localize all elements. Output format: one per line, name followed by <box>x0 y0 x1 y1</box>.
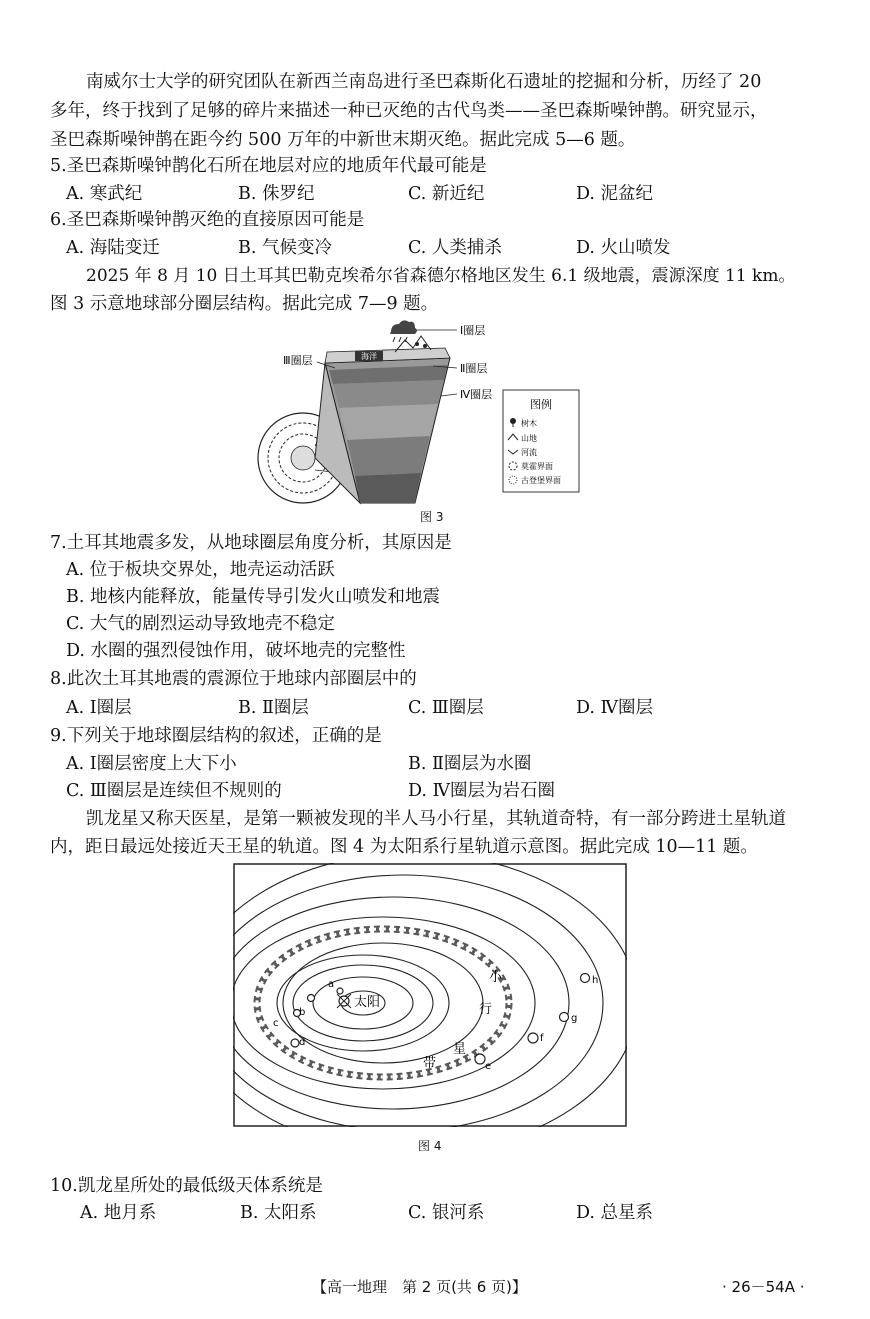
intro3-line2: 内，距日最远处接近天王星的轨道。图 4 为太阳系行星轨道示意图。据此完成 10—11 题。 <box>50 837 758 857</box>
planet-b-label: b <box>299 1007 306 1018</box>
q7-option-b: B. 地核内能释放，能量传导引发火山喷发和地震 <box>66 587 440 607</box>
q8-option-d: D. Ⅳ圈层 <box>576 698 654 718</box>
q8-option-b: B. Ⅱ圈层 <box>238 698 309 718</box>
sun-label: 太阳 <box>354 995 381 1010</box>
q9-option-d: D. Ⅳ圈层为岩石圈 <box>408 781 556 801</box>
q10-option-c: C. 银河系 <box>408 1203 485 1223</box>
legend-item-gutenberg: 古登堡界面 <box>521 476 561 485</box>
q5-stem: 5.圣巴森斯噪钟鹊化石所在地层对应的地质年代最可能是 <box>50 156 487 176</box>
planet-g <box>560 1013 569 1022</box>
intro1-line3: 圣巴森斯噪钟鹊在距今约 500 万年的中新世末期灭绝。据此完成 5—6 题。 <box>50 130 636 150</box>
figure-3-caption: 图 3 <box>420 510 444 524</box>
q5-option-d: D. 泥盆纪 <box>576 184 654 204</box>
q8-option-c: C. Ⅲ圈层 <box>408 698 484 718</box>
wedge-block <box>315 336 450 503</box>
q9-stem: 9.下列关于地球圈层结构的叙述，正确的是 <box>50 726 382 746</box>
belt-label-4: 带 <box>423 1056 437 1071</box>
ocean-label: 海洋 <box>361 352 377 361</box>
legend-item-moho: 莫霍界面 <box>521 462 553 471</box>
q6-option-c: C. 人类捕杀 <box>408 238 502 258</box>
q7-option-d: D. 水圈的强烈侵蚀作用，破坏地壳的完整性 <box>66 641 406 661</box>
q5-option-c: C. 新近纪 <box>408 184 485 204</box>
planet-e-label: e <box>485 1061 492 1072</box>
planet-b <box>308 995 315 1002</box>
planet-e <box>475 1054 485 1064</box>
legend-title: 图例 <box>530 398 552 411</box>
q8-option-a: A. Ⅰ圈层 <box>66 698 132 718</box>
planet-f-label: f <box>540 1033 544 1044</box>
intro3-line1: 凯龙星又称天医星，是第一颗被发现的半人马小行星，其轨道奇特，有一部分跨进土星轨道 <box>86 809 786 829</box>
q9-option-b: B. Ⅱ圈层为水圈 <box>408 754 532 774</box>
legend-item-mountain: 山地 <box>521 434 537 443</box>
figure-4-solar-orbits <box>233 863 627 1127</box>
legend-item-tree: 树木 <box>521 419 537 428</box>
q6-option-a: A. 海陆变迁 <box>66 238 160 258</box>
layer-3-label: Ⅲ圈层 <box>283 354 313 367</box>
intro2-line1: 2025 年 8 月 10 日土耳其巴勒克埃希尔省森德尔格地区发生 6.1 级地震，震源深度 11 km。 <box>86 266 796 286</box>
intro2-line2: 图 3 示意地球部分圈层结构。据此完成 7—9 题。 <box>50 294 439 314</box>
q7-option-a: A. 位于板块交界处，地壳运动活跃 <box>66 560 335 580</box>
planet-d <box>291 1039 299 1047</box>
planet-h-label: h <box>592 975 599 986</box>
page-code: · 26－54A · <box>722 1278 805 1296</box>
intro1-line2: 多年，终于找到了足够的碎片来描述一种已灭绝的古代鸟类——圣巴森斯噪钟鹊。研究显示， <box>50 101 768 121</box>
q10-option-d: D. 总星系 <box>576 1203 654 1223</box>
legend-item-river: 河流 <box>521 448 537 457</box>
layer-4-label: Ⅳ圈层 <box>460 388 493 401</box>
q10-option-b: B. 太阳系 <box>240 1203 317 1223</box>
planet-f <box>528 1033 538 1043</box>
q5-option-a: A. 寒武纪 <box>66 184 143 204</box>
sun-icon <box>337 994 351 1008</box>
belt-label-2: 行 <box>479 1002 493 1017</box>
planet-c-label: c <box>273 1018 279 1029</box>
planet-g-label: g <box>571 1013 578 1024</box>
cloud-rain-icon <box>390 320 417 342</box>
q9-option-a: A. Ⅰ圈层密度上大下小 <box>66 754 237 774</box>
planet-a <box>337 988 343 994</box>
figure-3-earth-layers <box>255 318 595 528</box>
figure-4-caption: 图 4 <box>418 1139 442 1153</box>
q6-option-b: B. 气候变冷 <box>238 238 332 258</box>
q7-option-c: C. 大气的剧烈运动导致地壳不稳定 <box>66 614 335 634</box>
planet-h <box>581 974 590 983</box>
q5-option-b: B. 侏罗纪 <box>238 184 315 204</box>
q10-stem: 10.凯龙星所处的最低级天体系统是 <box>50 1176 323 1196</box>
intro1-line1: 南威尔士大学的研究团队在新西兰南岛进行圣巴森斯化石遗址的挖掘和分析，历经了 20 <box>86 72 762 92</box>
q6-stem: 6.圣巴森斯噪钟鹊灭绝的直接原因可能是 <box>50 210 365 230</box>
legend <box>503 390 579 492</box>
q9-option-c: C. Ⅲ圈层是连续但不规则的 <box>66 781 282 801</box>
q10-option-a: A. 地月系 <box>80 1203 157 1223</box>
layer-1-label: Ⅰ圈层 <box>460 324 486 337</box>
planet-a-label: a <box>328 979 335 990</box>
q6-option-d: D. 火山喷发 <box>576 238 671 258</box>
page-footer: 【高一地理 第 2 页(共 6 页)】 <box>312 1278 527 1296</box>
layer-2-label: Ⅱ圈层 <box>460 362 488 375</box>
planet-d-label: d <box>299 1037 306 1048</box>
q8-stem: 8.此次土耳其地震的震源位于地球内部圈层中的 <box>50 669 417 689</box>
belt-label-3: 星 <box>453 1042 467 1057</box>
q7-stem: 7.土耳其地震多发，从地球圈层角度分析，其原因是 <box>50 533 452 553</box>
belt-label-1: 小 <box>489 970 503 985</box>
